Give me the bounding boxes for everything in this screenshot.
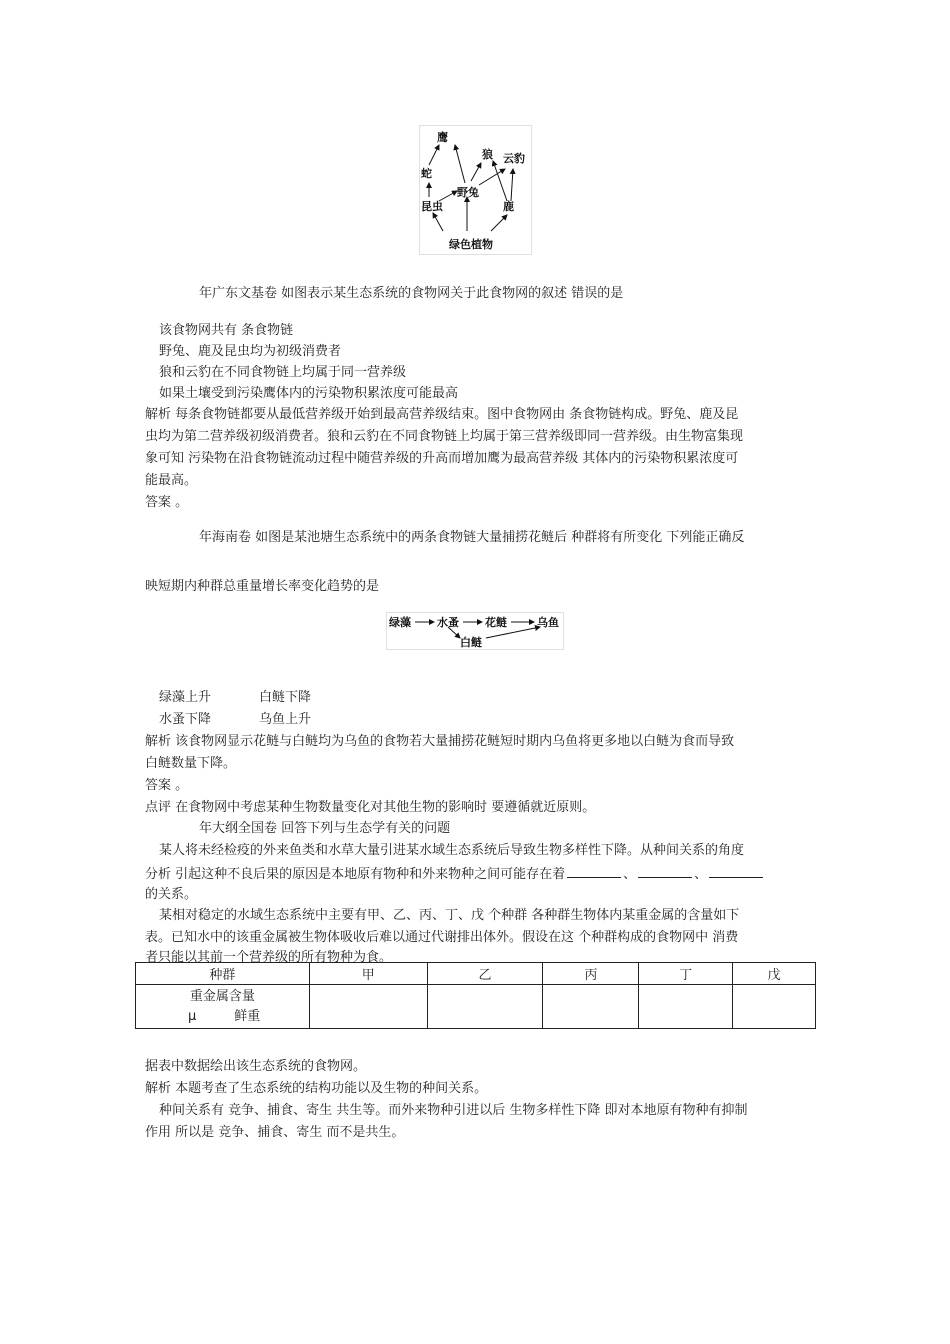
q1-option-d: 如果土壤受到污染鹰体内的污染物积累浓度可能最高 xyxy=(159,386,459,401)
header-species: 种群 xyxy=(136,963,310,985)
q3-analysis-line2: 种间关系有 竞争、捕食、寄生 共生等。而外来物种引进以后 生物多样性下降 即对本地原有物种有抑制 xyxy=(159,1103,748,1118)
blank-separator-2: 、 xyxy=(694,867,708,882)
q1-answer: 答案 。 xyxy=(145,495,189,510)
chain-algae: 绿藻 xyxy=(389,616,411,629)
answer-blank-1[interactable] xyxy=(567,864,621,878)
node-plant: 绿色植物 xyxy=(449,238,493,251)
q3-part2-line1: 某相对稳定的水域生态系统中主要有甲、乙、丙、丁、戊 个种群 各种群生物体内某重金属的含量如下 xyxy=(159,908,740,923)
cell-yi xyxy=(427,985,543,1029)
cell-ding xyxy=(639,985,733,1029)
q3-part1-line3: 的关系。 xyxy=(145,887,198,902)
node-snake: 蛇 xyxy=(421,167,432,180)
cell-wu xyxy=(733,985,816,1029)
row-label-unit: μ xyxy=(188,1008,197,1024)
chain-silver-carp-b: 白鲢 xyxy=(460,636,482,649)
node-rabbit: 野兔 xyxy=(457,186,479,199)
blank-separator-1: 、 xyxy=(623,867,637,882)
q2-analysis-line2: 白鲢数量下降。 xyxy=(145,756,237,771)
q3-part1-line2 xyxy=(145,864,765,883)
q1-analysis-line3: 象可知 污染物在沿食物链流动过程中随营养级的升高而增加鹰为最高营养级 其体内的污染物积累浓度可 xyxy=(145,451,739,466)
chain-silver-carp-h: 花鲢 xyxy=(485,616,507,629)
q2-stem-line1: 年海南卷 如图是某池塘生态系统中的两条食物链大量捕捞花鲢后 种群将有所变化 下列能正确反 xyxy=(199,530,745,545)
q3-task: 据表中数据绘出该生态系统的食物网。 xyxy=(145,1059,367,1074)
row-label-line2 xyxy=(136,1007,309,1027)
answer-blank-3[interactable] xyxy=(709,864,763,878)
table-header-row xyxy=(136,963,816,985)
q3-part1-line1: 某人将未经检疫的外来鱼类和水草大量引进某水域生态系统后导致生物多样性下降。从种间关系的角度 xyxy=(159,843,745,858)
node-insect: 昆虫 xyxy=(421,200,443,213)
cell-jia xyxy=(309,985,427,1029)
q1-option-c: 狼和云豹在不同食物链上均属于同一营养级 xyxy=(159,365,407,380)
q2-comment: 点评 在食物网中考虑某种生物数量变化对其他生物的影响时 要遵循就近原则。 xyxy=(145,800,596,815)
q2-option-c: 水蚤下降 xyxy=(159,712,212,727)
header-col-bing: 丙 xyxy=(543,963,639,985)
row-label-metal xyxy=(136,985,310,1029)
row-label-line1: 重金属含量 xyxy=(189,988,255,1004)
table-row xyxy=(136,985,816,1029)
food-web-figure xyxy=(419,125,532,255)
header-col-yi: 乙 xyxy=(427,963,543,985)
header-col-wu: 戊 xyxy=(733,963,816,985)
q3-part1-line2-text: 分析 引起这种不良后果的原因是本地原有物种和外来物种之间可能存在着 xyxy=(145,867,566,882)
node-deer: 鹿 xyxy=(503,200,514,213)
q2-analysis-line1: 解析 该食物网显示花鲢与白鲢均为乌鱼的食物若大量捕捞花鲢短时期内乌鱼将更多地以白鲢为食而导致 xyxy=(145,734,735,749)
node-wolf: 狼 xyxy=(482,148,493,161)
q2-option-d: 乌鱼上升 xyxy=(259,712,312,727)
q3-part2-line3: 者只能以其前一个营养级的所有物种为食。 xyxy=(145,950,393,965)
node-eagle: 鹰 xyxy=(437,131,448,144)
q2-option-b: 白鲢下降 xyxy=(259,690,312,705)
answer-blank-2[interactable] xyxy=(638,864,692,878)
chain-flea: 水蚤 xyxy=(437,616,459,629)
q2-answer: 答案 。 xyxy=(145,778,189,793)
q1-option-a: 该食物网共有 条食物链 xyxy=(159,323,294,338)
row-label-suffix: 鲜重 xyxy=(234,1008,261,1024)
q1-stem: 年广东文基卷 如图表示某生态系统的食物网关于此食物网的叙述 错误的是 xyxy=(199,286,624,301)
q2-stem-line2: 映短期内种群总重量增长率变化趋势的是 xyxy=(145,579,380,594)
q1-option-b: 野兔、鹿及昆虫均为初级消费者 xyxy=(159,344,342,359)
q1-analysis-line1: 解析 每条食物链都要从最低营养级开始到最高营养级结束。图中食物网由 条食物链构成。野兔、鹿及昆 xyxy=(145,407,739,422)
q1-analysis-line4: 能最高。 xyxy=(145,473,198,488)
header-col-jia: 甲 xyxy=(309,963,427,985)
heavy-metal-table xyxy=(135,962,816,1029)
node-leopard: 云豹 xyxy=(503,152,525,165)
header-col-ding: 丁 xyxy=(639,963,733,985)
q2-option-a: 绿藻上升 xyxy=(159,690,212,705)
cell-bing xyxy=(543,985,639,1029)
chain-snakehead: 乌鱼 xyxy=(537,616,559,629)
q3-part2-line2: 表。已知水中的该重金属被生物体吸收后难以通过代谢排出体外。假设在这 个种群构成的食物网中 消费 xyxy=(145,930,739,945)
q1-analysis-line2: 虫均为第二营养级初级消费者。狼和云豹在不同食物链上均属于第三营养级即同一营养级。由生物富集现 xyxy=(145,429,744,444)
q3-stem: 年大纲全国卷 回答下列与生态学有关的问题 xyxy=(199,821,451,836)
q3-analysis-line3: 作用 所以是 竞争、捕食、寄生 而不是共生。 xyxy=(145,1125,405,1140)
q3-analysis-line1: 解析 本题考查了生态系统的结构功能以及生物的种间关系。 xyxy=(145,1081,488,1096)
pond-food-chain-figure xyxy=(386,612,564,650)
